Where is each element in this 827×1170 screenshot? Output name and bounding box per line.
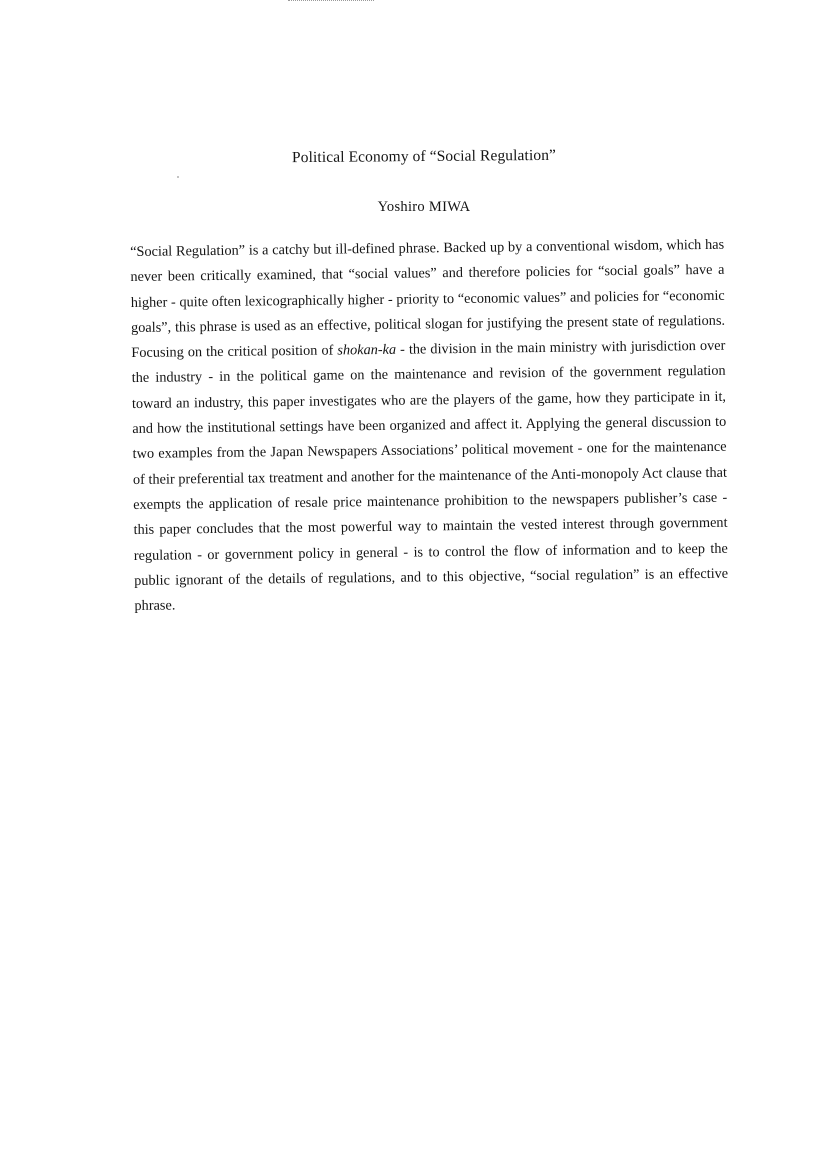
abstract-italic-term: shokan-ka <box>337 341 397 359</box>
paper-abstract <box>130 233 729 620</box>
paper-title: Political Economy of “Social Regulation” <box>291 146 557 167</box>
abstract-text-part-2: - the division in the main ministry with jurisdiction over the industry - in the political game on the maintenance and revision of the government regulation toward an industry, this paper investigates who are the players of the game, how they participate in it, and how the institutional settings have been organized and affect it. Applying the general discussion to two examples from the Japan Newspapers Associations’ political movement - one for the maintenance of their preferential tax treatment and another for the maintenance of the Anti-monopoly Act clause that exempts the application of resale price maintenance prohibition to the newspapers publisher’s case - this paper concludes that the most powerful way to maintain the vested interest through government regulation - or government policy in general - is to control the flow of information and to keep the public ignorant of the details of regulations, and to this objective, “social regulation” is an effective phrase. <box>131 337 729 615</box>
paper-author: Yoshiro MIWA <box>377 199 471 215</box>
scan-artifact <box>288 0 374 5</box>
scan-speck <box>177 176 179 178</box>
abstract-text-part-1: “Social Regulation” is a catchy but ill-defined phrase. Backed up by a conventional wisdom, which has never been critically examined, that “social values” and therefore policies for “social goals” have a higher - quite often lexicographically higher - priority to “economic values” and policies for “economic goals”, this phrase is used as an effective, political slogan for justifying the present state of regulations. Focusing on the critical position of <box>130 236 726 362</box>
